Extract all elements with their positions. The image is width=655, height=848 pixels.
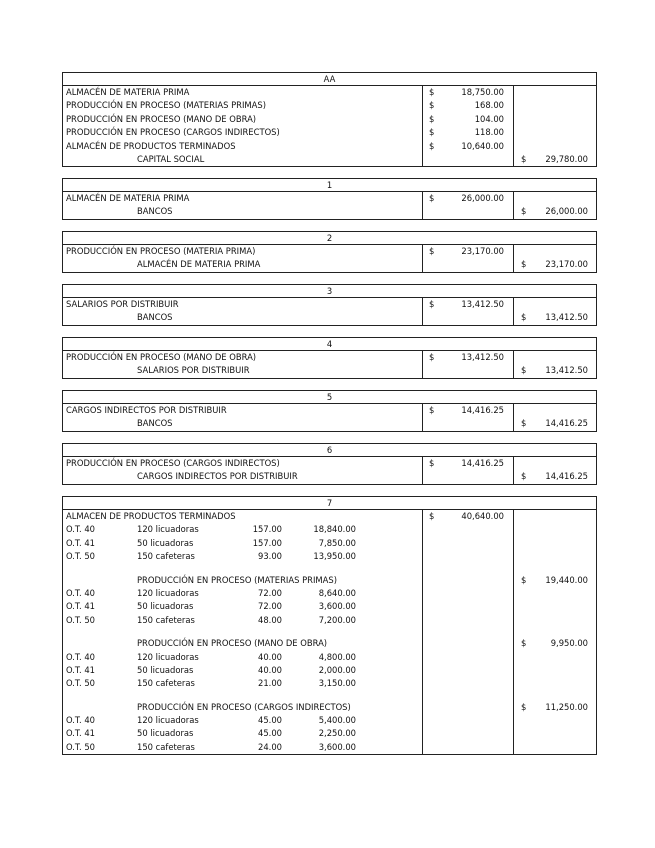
credit-account: PRODUCCIÓN EN PROCESO (CARGOS INDIRECTOS) (137, 701, 351, 712)
unit-cost: 40.00 (258, 664, 282, 675)
item-description: 50 licuadoras (137, 537, 194, 548)
credit-amount: 9,950.00 (550, 638, 588, 649)
entry-line (63, 627, 596, 637)
entry-number: 1 (63, 179, 596, 192)
entry-line (63, 614, 596, 627)
currency-symbol: $ (521, 574, 527, 585)
entry-number: AA (63, 73, 596, 86)
entry-line (63, 550, 596, 563)
entry-line (63, 99, 596, 112)
credit-account: BANCOS (137, 418, 173, 429)
journal-entry (62, 443, 597, 485)
entry-line (63, 140, 596, 153)
currency-symbol: $ (429, 127, 435, 138)
entry-line (63, 600, 596, 613)
credit-amount: 14,416.25 (545, 418, 588, 429)
credit-amount: 14,416.25 (545, 471, 588, 482)
currency-symbol: $ (429, 100, 435, 111)
item-description: 120 licuadoras (137, 587, 199, 598)
currency-symbol: $ (429, 113, 435, 124)
credit-account: ALMACÉN DE MATERIA PRIMA (137, 259, 261, 270)
entry-line (63, 664, 596, 677)
journal-entry (62, 337, 597, 379)
work-order: O.T. 40 (66, 524, 96, 535)
line-total: 4,800.00 (318, 651, 356, 662)
entry-line (63, 113, 596, 126)
item-description: 50 licuadoras (137, 728, 194, 739)
work-order: O.T. 50 (66, 678, 96, 689)
work-order: O.T. 50 (66, 551, 96, 562)
work-order: O.T. 50 (66, 614, 96, 625)
debit-account: PRODUCCIÓN EN PROCESO (CARGOS INDIRECTOS) (66, 127, 280, 138)
line-total: 13,950.00 (313, 551, 356, 562)
currency-symbol: $ (429, 299, 435, 309)
debit-account: PRODUCCIÓN EN PROCESO (MATERIA PRIMA) (66, 246, 256, 256)
journal-entry (62, 72, 597, 167)
work-order: O.T. 40 (66, 587, 96, 598)
debit-account: ALMACÉN DE PRODUCTOS TERMINADOS (66, 140, 236, 151)
unit-cost: 40.00 (258, 651, 282, 662)
line-total: 7,200.00 (318, 614, 356, 625)
currency-symbol: $ (521, 365, 527, 376)
credit-account: SALARIOS POR DISTRIBUIR (137, 365, 250, 376)
line-total: 2,250.00 (318, 728, 356, 739)
entry-line (63, 311, 596, 324)
work-order: O.T. 41 (66, 601, 96, 612)
entry-line (63, 714, 596, 727)
currency-symbol: $ (521, 418, 527, 429)
credit-amount: 11,250.00 (545, 701, 588, 712)
credit-amount: 13,412.50 (545, 365, 588, 376)
entry-line (63, 457, 596, 470)
currency-symbol: $ (429, 458, 435, 468)
entry-line (63, 192, 596, 205)
credit-amount: 26,000.00 (545, 206, 588, 217)
currency-symbol: $ (521, 206, 527, 217)
entry-body (63, 457, 596, 484)
entry-number: 4 (63, 338, 596, 351)
debit-amount: 104.00 (474, 113, 504, 124)
debit-account: PRODUCCIÓN EN PROCESO (CARGOS INDIRECTOS) (66, 458, 280, 468)
entry-line (63, 258, 596, 271)
currency-symbol: $ (429, 87, 435, 97)
debit-amount: 168.00 (474, 100, 504, 111)
entry-body (63, 510, 596, 754)
entry-line (63, 574, 596, 587)
currency-symbol: $ (521, 153, 527, 164)
item-description: 50 licuadoras (137, 664, 194, 675)
journal-entry (62, 496, 597, 755)
credit-account: PRODUCCIÓN EN PROCESO (MATERIAS PRIMAS) (137, 574, 337, 585)
credit-account: BANCOS (137, 312, 173, 323)
currency-symbol: $ (521, 471, 527, 482)
journal-entry (62, 178, 597, 220)
unit-cost: 72.00 (258, 587, 282, 598)
entry-line (63, 537, 596, 550)
debit-account: PRODUCCIÓN EN PROCESO (MATERIAS PRIMAS) (66, 100, 266, 111)
line-total: 5,400.00 (318, 715, 356, 726)
work-order: O.T. 40 (66, 651, 96, 662)
unit-cost: 45.00 (258, 728, 282, 739)
work-order: O.T. 40 (66, 715, 96, 726)
work-order: O.T. 41 (66, 664, 96, 675)
entry-number: 3 (63, 285, 596, 298)
entry-line (63, 86, 596, 99)
entry-line (63, 298, 596, 311)
currency-symbol: $ (521, 259, 527, 270)
line-total: 3,600.00 (318, 741, 356, 752)
entry-line (63, 691, 596, 701)
entry-line (63, 564, 596, 574)
debit-account: SALARIOS POR DISTRIBUIR (66, 299, 179, 309)
credit-amount: 19,440.00 (545, 574, 588, 585)
currency-symbol: $ (429, 511, 435, 521)
credit-amount: 23,170.00 (545, 259, 588, 270)
line-total: 7,850.00 (318, 537, 356, 548)
currency-symbol: $ (429, 140, 435, 151)
debit-amount: 14,416.25 (461, 458, 504, 468)
entry-number: 6 (63, 444, 596, 457)
line-total: 2,000.00 (318, 664, 356, 675)
debit-amount: 26,000.00 (461, 193, 504, 203)
entry-line (63, 245, 596, 258)
debit-amount: 14,416.25 (461, 405, 504, 415)
unit-cost: 157.00 (252, 537, 282, 548)
credit-account: PRODUCCIÓN EN PROCESO (MANO DE OBRA) (137, 638, 328, 649)
journal-entry (62, 284, 597, 326)
line-total: 3,150.00 (318, 678, 356, 689)
item-description: 120 licuadoras (137, 715, 199, 726)
item-description: 120 licuadoras (137, 651, 199, 662)
entry-line (63, 153, 596, 166)
item-description: 50 licuadoras (137, 601, 194, 612)
credit-amount: 29,780.00 (545, 153, 588, 164)
work-order: O.T. 41 (66, 728, 96, 739)
credit-account: CARGOS INDIRECTOS POR DISTRIBUIR (137, 471, 298, 482)
line-total: 18,840.00 (313, 524, 356, 535)
work-order: O.T. 50 (66, 741, 96, 752)
entry-body (63, 245, 596, 272)
entry-line (63, 126, 596, 139)
work-order: O.T. 41 (66, 537, 96, 548)
entry-line (63, 587, 596, 600)
entry-line (63, 677, 596, 690)
unit-cost: 93.00 (258, 551, 282, 562)
journal-entry (62, 231, 597, 273)
debit-amount: 118.00 (474, 127, 504, 138)
entry-line (63, 351, 596, 364)
debit-amount: 13,412.50 (461, 299, 504, 309)
journal-entry (62, 390, 597, 432)
currency-symbol: $ (429, 352, 435, 362)
entry-line (63, 741, 596, 754)
currency-symbol: $ (521, 638, 527, 649)
entry-body (63, 192, 596, 219)
item-description: 150 cafeteras (137, 614, 195, 625)
entry-body (63, 86, 596, 166)
entry-line (63, 364, 596, 377)
entry-number: 2 (63, 232, 596, 245)
entry-line (63, 523, 596, 536)
debit-amount: 10,640.00 (461, 140, 504, 151)
debit-amount: 23,170.00 (461, 246, 504, 256)
entry-line (63, 651, 596, 664)
entry-number: 5 (63, 391, 596, 404)
item-description: 150 cafeteras (137, 741, 195, 752)
item-description: 150 cafeteras (137, 551, 195, 562)
unit-cost: 45.00 (258, 715, 282, 726)
line-total: 8,640.00 (318, 587, 356, 598)
credit-amount: 13,412.50 (545, 312, 588, 323)
entry-line (63, 205, 596, 218)
currency-symbol: $ (521, 312, 527, 323)
unit-cost: 48.00 (258, 614, 282, 625)
entry-line (63, 417, 596, 430)
entry-body (63, 404, 596, 431)
debit-account: ALMACÉN DE MATERIA PRIMA (66, 193, 190, 203)
line-total: 3,600.00 (318, 601, 356, 612)
entry-line (63, 637, 596, 650)
entry-number: 7 (63, 497, 596, 510)
debit-account: PRODUCCIÓN EN PROCESO (MANO DE OBRA) (66, 352, 257, 362)
debit-account: CARGOS INDIRECTOS POR DISTRIBUIR (66, 405, 227, 415)
entry-body (63, 351, 596, 378)
entry-line (63, 727, 596, 740)
entry-line (63, 470, 596, 483)
unit-cost: 21.00 (258, 678, 282, 689)
entry-line (63, 701, 596, 714)
currency-symbol: $ (429, 193, 435, 203)
item-description: 120 licuadoras (137, 524, 199, 535)
currency-symbol: $ (429, 246, 435, 256)
unit-cost: 157.00 (252, 524, 282, 535)
debit-account: ALMACEN DE PRODUCTOS TERMINADOS (66, 511, 236, 521)
debit-account: PRODUCCIÓN EN PROCESO (MANO DE OBRA) (66, 113, 257, 124)
entry-line (63, 510, 596, 523)
entry-line (63, 404, 596, 417)
credit-account: BANCOS (137, 206, 173, 217)
entry-body (63, 298, 596, 325)
currency-symbol: $ (521, 701, 527, 712)
unit-cost: 72.00 (258, 601, 282, 612)
currency-symbol: $ (429, 405, 435, 415)
debit-amount: 18,750.00 (461, 87, 504, 97)
unit-cost: 24.00 (258, 741, 282, 752)
credit-account: CAPITAL SOCIAL (137, 153, 205, 164)
debit-amount: 40,640.00 (461, 511, 504, 521)
debit-amount: 13,412.50 (461, 352, 504, 362)
item-description: 150 cafeteras (137, 678, 195, 689)
debit-account: ALMACÉN DE MATERIA PRIMA (66, 87, 190, 97)
